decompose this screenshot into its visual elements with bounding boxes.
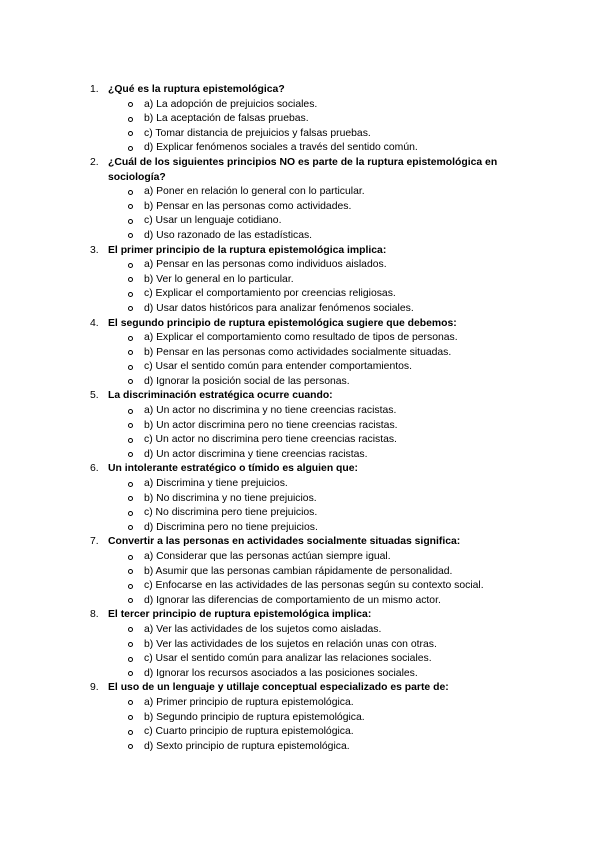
question-8 bbox=[80, 608, 550, 681]
question-4 bbox=[80, 317, 550, 390]
option-list bbox=[108, 477, 550, 535]
question-number: 3. bbox=[90, 244, 99, 256]
option-text: d) Ignorar la posición social de las personas. bbox=[144, 375, 350, 387]
circle-bullet-icon bbox=[128, 569, 133, 574]
circle-bullet-icon bbox=[128, 642, 133, 647]
option-text: c) Usar un lenguaje cotidiano. bbox=[144, 215, 282, 227]
circle-bullet-icon bbox=[128, 700, 133, 705]
circle-bullet-icon bbox=[128, 511, 133, 516]
question-number: 7. bbox=[90, 536, 99, 548]
option-item bbox=[108, 287, 550, 302]
option-text: b) Asumir que las personas cambian rápidamente de personalidad. bbox=[144, 565, 453, 577]
question-1 bbox=[80, 83, 550, 156]
option-item bbox=[108, 623, 550, 638]
circle-bullet-icon bbox=[128, 452, 133, 457]
option-list bbox=[108, 550, 550, 608]
option-item bbox=[108, 112, 550, 127]
option-text: d) Ignorar los recursos asociados a las posiciones sociales. bbox=[144, 667, 418, 679]
option-item bbox=[108, 200, 550, 215]
circle-bullet-icon bbox=[128, 525, 133, 530]
question-number: 9. bbox=[90, 682, 99, 694]
question-7 bbox=[80, 535, 550, 608]
option-item bbox=[108, 565, 550, 580]
option-text: b) Segundo principio de ruptura epistemológica. bbox=[144, 711, 365, 723]
circle-bullet-icon bbox=[128, 584, 133, 589]
circle-bullet-icon bbox=[128, 598, 133, 603]
question-text: El tercer principio de ruptura epistemológica implica: bbox=[108, 609, 372, 621]
circle-bullet-icon bbox=[128, 277, 133, 282]
option-text: d) Explicar fenómenos sociales a través del sentido común. bbox=[144, 142, 418, 154]
circle-bullet-icon bbox=[128, 204, 133, 209]
question-number: 6. bbox=[90, 463, 99, 475]
circle-bullet-icon bbox=[128, 117, 133, 122]
option-text: d) Usar datos históricos para analizar fenómenos sociales. bbox=[144, 302, 414, 314]
option-item bbox=[108, 141, 550, 156]
option-text: c) Un actor no discrimina pero tiene creencias racistas. bbox=[144, 434, 397, 446]
option-item bbox=[108, 725, 550, 740]
option-item bbox=[108, 404, 550, 419]
option-text: b) La aceptación de falsas pruebas. bbox=[144, 113, 309, 125]
option-item bbox=[108, 229, 550, 244]
option-text: c) No discrimina pero tiene prejuicios. bbox=[144, 507, 318, 519]
question-text: La discriminación estratégica ocurre cuando: bbox=[108, 390, 333, 402]
circle-bullet-icon bbox=[128, 365, 133, 370]
option-item bbox=[108, 375, 550, 390]
option-item bbox=[108, 419, 550, 434]
circle-bullet-icon bbox=[128, 715, 133, 720]
circle-bullet-icon bbox=[128, 263, 133, 268]
circle-bullet-icon bbox=[128, 657, 133, 662]
circle-bullet-icon bbox=[128, 379, 133, 384]
option-item bbox=[108, 594, 550, 609]
circle-bullet-icon bbox=[128, 350, 133, 355]
option-item bbox=[108, 550, 550, 565]
option-text: c) Tomar distancia de prejuicios y falsas pruebas. bbox=[144, 127, 371, 139]
circle-bullet-icon bbox=[128, 438, 133, 443]
option-text: a) Explicar el comportamiento como resultado de tipos de personas. bbox=[144, 332, 458, 344]
option-item bbox=[108, 98, 550, 113]
question-text: ¿Cuál de los siguientes principios NO es parte de la ruptura epistemológica en sociología? bbox=[108, 156, 498, 183]
circle-bullet-icon bbox=[128, 292, 133, 297]
option-list bbox=[108, 98, 550, 156]
option-text: d) Uso razonado de las estadísticas. bbox=[144, 229, 313, 241]
option-item bbox=[108, 506, 550, 521]
question-text: El primer principio de la ruptura epistemológica implica: bbox=[108, 244, 387, 256]
circle-bullet-icon bbox=[128, 409, 133, 414]
option-item bbox=[108, 214, 550, 229]
circle-bullet-icon bbox=[128, 131, 133, 136]
option-item bbox=[108, 740, 550, 755]
option-text: a) Primer principio de ruptura epistemológica. bbox=[144, 696, 354, 708]
option-text: a) Un actor no discrimina y no tiene creencias racistas. bbox=[144, 405, 397, 417]
question-number: 5. bbox=[90, 390, 99, 402]
option-item bbox=[108, 346, 550, 361]
option-item bbox=[108, 360, 550, 375]
circle-bullet-icon bbox=[128, 627, 133, 632]
option-text: c) Enfocarse en las actividades de las personas según su contexto social. bbox=[144, 580, 484, 592]
option-text: c) Usar el sentido común para analizar las relaciones sociales. bbox=[144, 653, 432, 665]
option-item bbox=[108, 579, 550, 594]
circle-bullet-icon bbox=[128, 219, 133, 224]
option-item bbox=[108, 696, 550, 711]
option-item bbox=[108, 448, 550, 463]
question-2 bbox=[80, 156, 550, 244]
option-text: b) Pensar en las personas como actividades socialmente situadas. bbox=[144, 346, 452, 358]
option-text: c) Usar el sentido común para entender comportamientos. bbox=[144, 361, 412, 373]
option-list bbox=[108, 696, 550, 754]
option-list bbox=[108, 185, 550, 243]
option-item bbox=[108, 273, 550, 288]
option-text: a) Poner en relación lo general con lo particular. bbox=[144, 186, 365, 198]
question-text: El uso de un lenguaje y utillaje conceptual especializado es parte de: bbox=[108, 682, 449, 694]
question-text: Un intolerante estratégico o tímido es alguien que: bbox=[108, 463, 358, 475]
circle-bullet-icon bbox=[128, 496, 133, 501]
option-text: d) Un actor discrimina y tiene creencias racistas. bbox=[144, 448, 368, 460]
option-item bbox=[108, 667, 550, 682]
option-item bbox=[108, 331, 550, 346]
option-item bbox=[108, 477, 550, 492]
circle-bullet-icon bbox=[128, 555, 133, 560]
circle-bullet-icon bbox=[128, 102, 133, 107]
circle-bullet-icon bbox=[128, 744, 133, 749]
option-text: a) Considerar que las personas actúan siempre igual. bbox=[144, 551, 391, 562]
question-number: 4. bbox=[90, 317, 99, 329]
question-number: 2. bbox=[90, 156, 99, 168]
option-text: b) Pensar en las personas como actividades. bbox=[144, 200, 352, 212]
option-item bbox=[108, 492, 550, 507]
option-text: a) La adopción de prejuicios sociales. bbox=[144, 98, 318, 110]
option-item bbox=[108, 638, 550, 653]
option-item bbox=[108, 302, 550, 317]
circle-bullet-icon bbox=[128, 336, 133, 341]
option-text: c) Cuarto principio de ruptura epistemológica. bbox=[144, 726, 354, 738]
option-text: a) Ver las actividades de los sujetos como aisladas. bbox=[144, 623, 382, 635]
option-text: a) Pensar en las personas como individuos aislados. bbox=[144, 259, 387, 271]
option-list bbox=[108, 623, 550, 681]
question-text: ¿Qué es la ruptura epistemológica? bbox=[108, 84, 285, 95]
question-5 bbox=[80, 389, 550, 462]
option-item bbox=[108, 127, 550, 142]
option-list bbox=[108, 404, 550, 462]
option-text: b) Ver lo general en lo particular. bbox=[144, 273, 294, 285]
option-text: b) No discrimina y no tiene prejuicios. bbox=[144, 492, 317, 504]
option-text: d) Discrimina pero no tiene prejuicios. bbox=[144, 521, 318, 533]
circle-bullet-icon bbox=[128, 671, 133, 676]
circle-bullet-icon bbox=[128, 306, 133, 311]
question-9 bbox=[80, 681, 550, 754]
circle-bullet-icon bbox=[128, 190, 133, 195]
question-list bbox=[80, 83, 550, 754]
option-text: d) Sexto principio de ruptura epistemológica. bbox=[144, 740, 350, 752]
option-item bbox=[108, 711, 550, 726]
circle-bullet-icon bbox=[128, 730, 133, 735]
question-6 bbox=[80, 462, 550, 535]
option-item bbox=[108, 652, 550, 667]
circle-bullet-icon bbox=[128, 482, 133, 487]
question-text: Convertir a las personas en actividades socialmente situadas significa: bbox=[108, 536, 461, 548]
option-item bbox=[108, 185, 550, 200]
option-list bbox=[108, 331, 550, 389]
circle-bullet-icon bbox=[128, 423, 133, 428]
option-item bbox=[108, 433, 550, 448]
option-item bbox=[108, 521, 550, 536]
option-text: b) Un actor discrimina pero no tiene creencias racistas. bbox=[144, 419, 398, 431]
circle-bullet-icon bbox=[128, 146, 133, 151]
question-number: 8. bbox=[90, 609, 99, 621]
question-text: El segundo principio de ruptura epistemológica sugiere que debemos: bbox=[108, 317, 457, 329]
option-text: b) Ver las actividades de los sujetos en relación unas con otras. bbox=[144, 638, 437, 650]
option-text: c) Explicar el comportamiento por creencias religiosas. bbox=[144, 288, 396, 300]
option-text: d) Ignorar las diferencias de comportamiento de un mismo actor. bbox=[144, 594, 441, 606]
option-text: a) Discrimina y tiene prejuicios. bbox=[144, 478, 288, 490]
circle-bullet-icon bbox=[128, 233, 133, 238]
option-item bbox=[108, 258, 550, 273]
question-3 bbox=[80, 244, 550, 317]
question-number: 1. bbox=[90, 84, 99, 95]
option-list bbox=[108, 258, 550, 316]
